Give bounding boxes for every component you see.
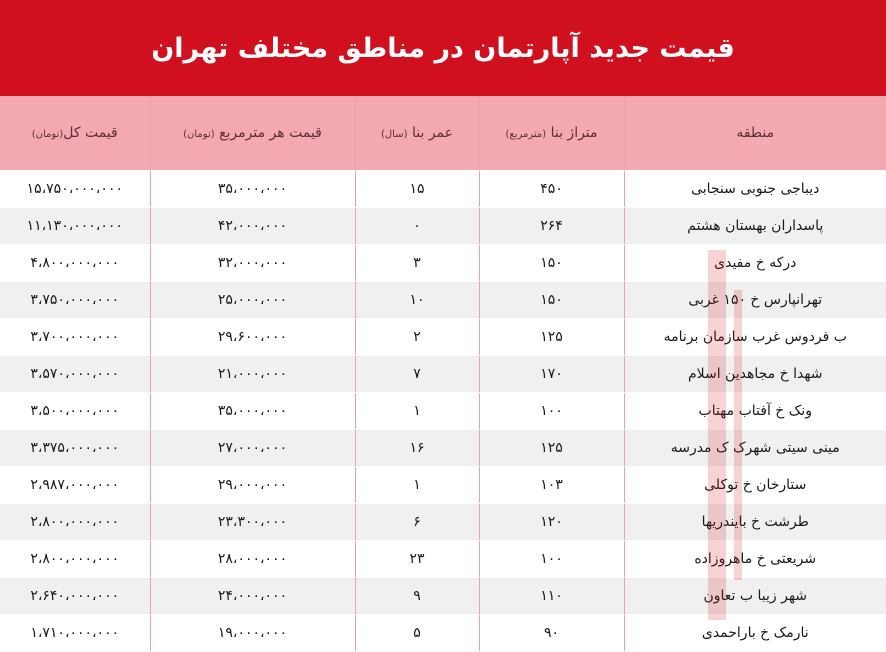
cell-age: ۲: [355, 319, 479, 356]
cell-total-price: ۲،۸۰۰،۰۰۰،۰۰۰: [0, 541, 150, 578]
cell-total-price: ۱،۷۱۰،۰۰۰،۰۰۰: [0, 615, 150, 652]
cell-price-per-m2: ۳۵،۰۰۰،۰۰۰: [150, 393, 355, 430]
cell-total-price: ۳،۷۰۰،۰۰۰،۰۰۰: [0, 319, 150, 356]
cell-area: ۱۰۰: [479, 541, 624, 578]
table-row: [0, 208, 886, 245]
cell-region: درکه خ مفیدی: [624, 245, 886, 282]
cell-area: ۱۰۰: [479, 393, 624, 430]
cell-age: ۲۳: [355, 541, 479, 578]
cell-age: ۷: [355, 356, 479, 393]
table-row: [0, 578, 886, 615]
cell-area: ۹۰: [479, 615, 624, 652]
header-total-price: [0, 96, 150, 171]
table-row: [0, 467, 886, 504]
table-row: [0, 245, 886, 282]
table-row: [0, 319, 886, 356]
table-header: [0, 96, 886, 171]
cell-age: ۱۶: [355, 430, 479, 467]
cell-area: ۴۵۰: [479, 171, 624, 208]
cell-area: ۱۵۰: [479, 245, 624, 282]
cell-region: تهرانپارس خ ۱۵۰ غربی: [624, 282, 886, 319]
cell-price-per-m2: ۲۵،۰۰۰،۰۰۰: [150, 282, 355, 319]
cell-area: ۱۰۳: [479, 467, 624, 504]
title-bar: [0, 0, 886, 96]
cell-total-price: ۲،۶۴۰،۰۰۰،۰۰۰: [0, 578, 150, 615]
cell-area: ۲۶۴: [479, 208, 624, 245]
header-age: [355, 96, 479, 171]
cell-region: دیباجی جنوبی سنجابی: [624, 171, 886, 208]
cell-age: ۹: [355, 578, 479, 615]
header-region-label: منطقه: [736, 125, 775, 141]
page-title: قیمت جدید آپارتمان در مناطق مختلف تهران: [151, 32, 735, 64]
cell-region: پاسداران بهستان هشتم: [624, 208, 886, 245]
cell-area: ۱۱۰: [479, 578, 624, 615]
cell-age: ۰: [355, 208, 479, 245]
header-total-price-unit: (تومان): [31, 129, 64, 140]
cell-total-price: ۳،۵۷۰،۰۰۰،۰۰۰: [0, 356, 150, 393]
cell-total-price: ۴،۸۰۰،۰۰۰،۰۰۰: [0, 245, 150, 282]
table-row: [0, 430, 886, 467]
header-area-unit: (مترمربع): [505, 129, 547, 140]
cell-area: ۱۲۵: [479, 430, 624, 467]
cell-total-price: ۲،۹۸۷،۰۰۰،۰۰۰: [0, 467, 150, 504]
table-row: [0, 504, 886, 541]
header-area-label: متراژ بنا: [550, 125, 598, 141]
table-row: [0, 356, 886, 393]
cell-price-per-m2: ۳۲،۰۰۰،۰۰۰: [150, 245, 355, 282]
table-row: [0, 282, 886, 319]
header-area: [479, 96, 624, 171]
header-price-per-m2-label: قیمت هر مترمربع: [219, 125, 322, 141]
cell-area: ۱۲۵: [479, 319, 624, 356]
cell-price-per-m2: ۲۹،۰۰۰،۰۰۰: [150, 467, 355, 504]
cell-region: ب فردوس غرب سازمان برنامه: [624, 319, 886, 356]
cell-region: ستارخان خ توکلی: [624, 467, 886, 504]
cell-age: ۱: [355, 467, 479, 504]
price-table: [0, 96, 886, 652]
cell-price-per-m2: ۲۱،۰۰۰،۰۰۰: [150, 356, 355, 393]
header-price-per-m2-unit: (تومان): [183, 129, 215, 140]
table-row: [0, 171, 886, 208]
cell-region: ونک خ آفتاب مهتاب: [624, 393, 886, 430]
cell-price-per-m2: ۲۴،۰۰۰،۰۰۰: [150, 578, 355, 615]
table-row: [0, 393, 886, 430]
cell-region: طرشت خ بایندریها: [624, 504, 886, 541]
header-age-unit: (سال): [381, 129, 408, 140]
cell-region: مینی سیتی شهرک ک مدرسه: [624, 430, 886, 467]
cell-region: شهر زیبا ب تعاون: [624, 578, 886, 615]
table-row: [0, 541, 886, 578]
header-total-price-label: قیمت کل: [63, 125, 118, 141]
cell-total-price: ۳،۷۵۰،۰۰۰،۰۰۰: [0, 282, 150, 319]
cell-area: ۱۷۰: [479, 356, 624, 393]
cell-price-per-m2: ۲۷،۰۰۰،۰۰۰: [150, 430, 355, 467]
cell-age: ۶: [355, 504, 479, 541]
cell-area: ۱۲۰: [479, 504, 624, 541]
cell-age: ۳: [355, 245, 479, 282]
cell-age: ۱: [355, 393, 479, 430]
cell-region: نارمک خ باراحمدی: [624, 615, 886, 652]
cell-price-per-m2: ۲۸،۰۰۰،۰۰۰: [150, 541, 355, 578]
cell-total-price: ۳،۵۰۰،۰۰۰،۰۰۰: [0, 393, 150, 430]
header-age-label: عمر بنا: [411, 125, 453, 141]
cell-age: ۵: [355, 615, 479, 652]
cell-area: ۱۵۰: [479, 282, 624, 319]
cell-price-per-m2: ۳۵،۰۰۰،۰۰۰: [150, 171, 355, 208]
cell-total-price: ۱۵،۷۵۰،۰۰۰،۰۰۰: [0, 171, 150, 208]
cell-total-price: ۱۱،۱۳۰،۰۰۰،۰۰۰: [0, 208, 150, 245]
table-body: [0, 171, 886, 652]
header-row: [0, 96, 886, 171]
cell-total-price: ۳،۳۷۵،۰۰۰،۰۰۰: [0, 430, 150, 467]
cell-total-price: ۲،۸۰۰،۰۰۰،۰۰۰: [0, 504, 150, 541]
header-price-per-m2: [150, 96, 355, 171]
cell-age: ۱۵: [355, 171, 479, 208]
table-row: [0, 615, 886, 652]
cell-region: شریعتی خ ماهروزاده: [624, 541, 886, 578]
cell-price-per-m2: ۱۹،۰۰۰،۰۰۰: [150, 615, 355, 652]
cell-region: شهدا خ مجاهدین اسلام: [624, 356, 886, 393]
cell-price-per-m2: ۴۲،۰۰۰،۰۰۰: [150, 208, 355, 245]
header-region: [624, 96, 886, 171]
cell-price-per-m2: ۲۳،۳۰۰،۰۰۰: [150, 504, 355, 541]
cell-age: ۱۰: [355, 282, 479, 319]
cell-price-per-m2: ۲۹،۶۰۰،۰۰۰: [150, 319, 355, 356]
